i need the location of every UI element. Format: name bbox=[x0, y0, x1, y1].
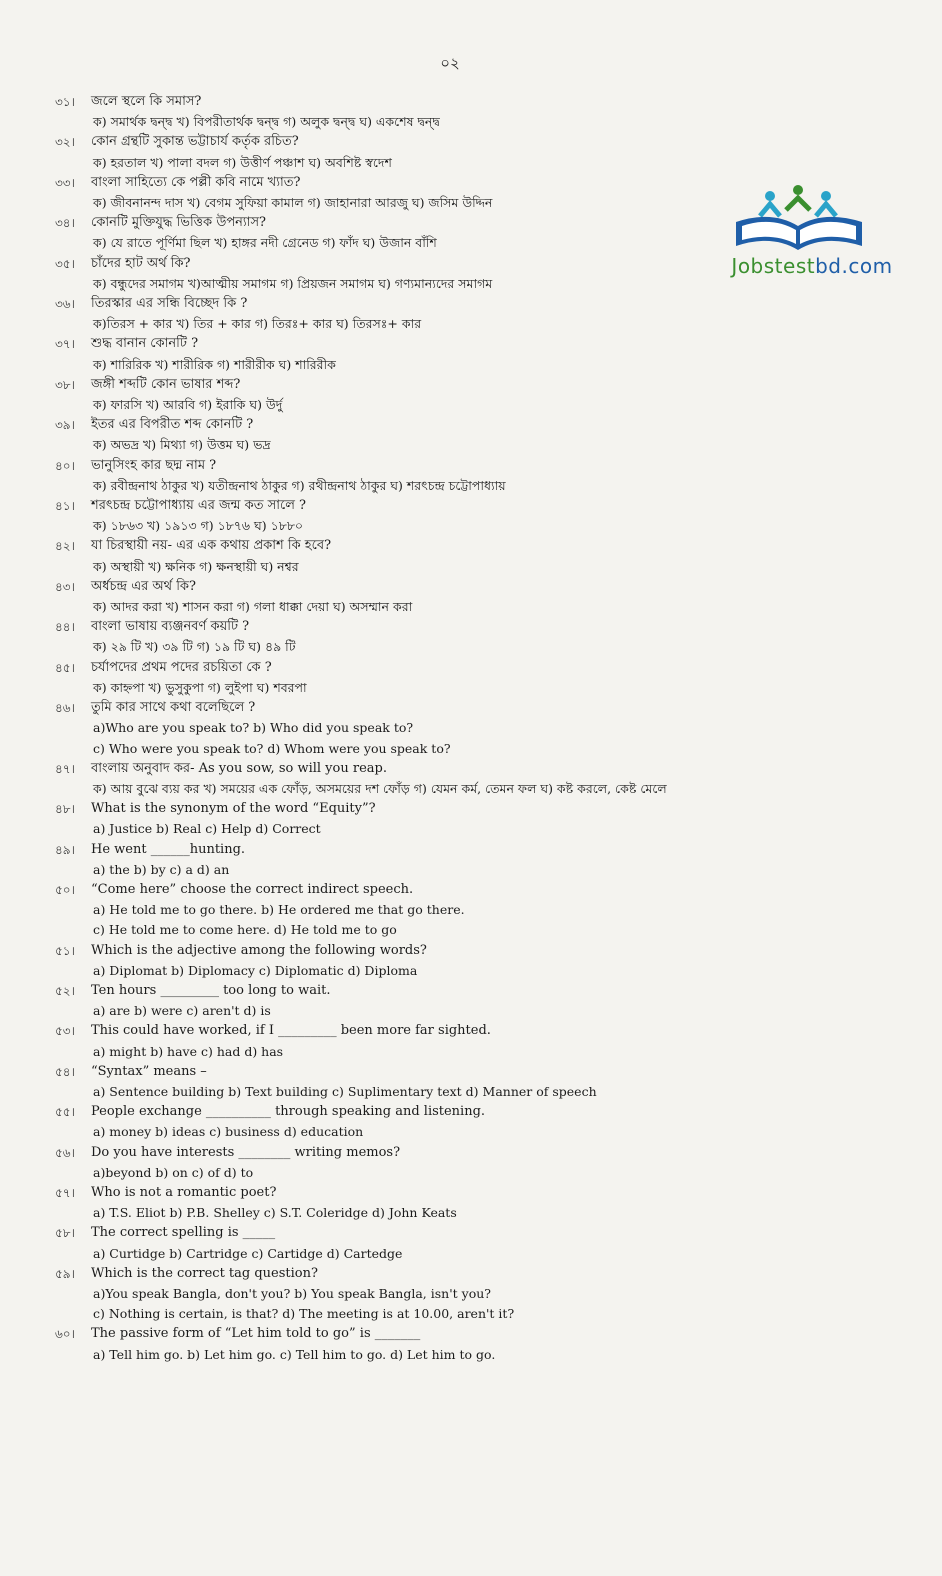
question-item bbox=[55, 1102, 795, 1142]
question-number: ৩৯। bbox=[55, 418, 75, 433]
watermark-text: Jobstestbd.com bbox=[731, 254, 893, 278]
question-text: Which is the correct tag question? bbox=[91, 1265, 318, 1281]
answer-options: a)beyond b) on c) of d) to bbox=[93, 1164, 254, 1180]
question-item bbox=[55, 294, 795, 334]
question-body bbox=[91, 1223, 795, 1263]
answer-options: ক) ২৯ টি খ) ৩৯ টি গ) ১৯ টি ঘ) ৪৯ টি bbox=[93, 639, 296, 655]
question-item bbox=[55, 254, 795, 294]
question-body bbox=[91, 132, 795, 172]
question-number: ৫১। bbox=[55, 943, 75, 958]
question-number: ৩৩। bbox=[55, 175, 75, 190]
question-text: অর্ধচন্দ্র এর অর্থ কি? bbox=[91, 578, 196, 594]
question-item bbox=[55, 1223, 795, 1263]
answer-options: ক) অস্থায়ী খ) ক্ষনিক গ) ক্ষনস্থায়ী ঘ) নশ্বর bbox=[93, 558, 299, 574]
question-body bbox=[91, 254, 795, 294]
question-number: ৫২। bbox=[55, 983, 75, 998]
question-number: ৫০। bbox=[55, 882, 75, 897]
answer-options: a) Curtidge b) Cartridge c) Cartidge d) Cartedge bbox=[93, 1245, 403, 1261]
question-text: The correct spelling is _____ bbox=[91, 1225, 276, 1241]
answer-options: ক) বন্ধুদের সমাগম খ)আত্মীয় সমাগম গ) প্রিয়জন সমাগম ঘ) গণ্যমান্যদের সমাগম bbox=[93, 275, 493, 291]
answer-options: a) might b) have c) had d) has bbox=[93, 1043, 284, 1059]
question-body bbox=[91, 1264, 795, 1325]
question-text: যা চিরস্থায়ী নয়- এর এক কথায় প্রকাশ কি হবে? bbox=[91, 538, 332, 554]
question-item bbox=[55, 375, 795, 415]
question-number: ৫৩। bbox=[55, 1024, 75, 1039]
question-text: চর্যাপদের প্রথম পদের রচয়িতা কে ? bbox=[91, 659, 272, 675]
question-item bbox=[55, 617, 795, 657]
question-body bbox=[91, 1183, 795, 1223]
question-body bbox=[91, 1062, 795, 1102]
answer-options: ক)তিরস + কার খ) তির + কার গ) তিরঃ+ কার ঘ) তিরসঃ+ কার bbox=[93, 316, 422, 332]
question-text: কোনটি মুক্তিযুদ্ধ ভিত্তিক উপন্যাস? bbox=[91, 215, 267, 231]
question-text: Which is the adjective among the following words? bbox=[91, 942, 427, 958]
answer-options: ক) শারিরিক খ) শারীরিক গ) শারীরীক ঘ) শারিরীক bbox=[93, 356, 336, 372]
question-item bbox=[55, 1324, 795, 1364]
question-item bbox=[55, 1143, 795, 1183]
question-body bbox=[91, 375, 795, 415]
question-text: What is the synonym of the word “Equity”? bbox=[91, 801, 376, 817]
answer-options: a) the b) by c) a d) an bbox=[93, 861, 230, 877]
question-list bbox=[55, 92, 795, 1365]
question-text: জলে স্থলে কি সমাস? bbox=[91, 94, 202, 109]
question-body bbox=[91, 840, 795, 880]
question-item bbox=[55, 536, 795, 576]
question-item bbox=[55, 840, 795, 880]
question-number: ৪৫। bbox=[55, 660, 75, 675]
question-text: ভানুসিংহ কার ছদ্ম নাম ? bbox=[91, 457, 217, 473]
question-text: বাংলা ভাষায় ব্যঞ্জনবর্ণ কয়টি ? bbox=[91, 619, 250, 635]
question-text: Who is not a romantic poet? bbox=[91, 1184, 277, 1200]
answer-options: c) Nothing is certain, is that? d) The meeting is at 10.00, aren't it? bbox=[93, 1306, 515, 1322]
question-body bbox=[91, 294, 795, 334]
question-text: He went ______hunting. bbox=[91, 841, 246, 857]
question-item bbox=[55, 456, 795, 496]
answer-options: a)You speak Bangla, don't you? b) You speak Bangla, isn't you? bbox=[93, 1285, 491, 1301]
question-number: ৪৩। bbox=[55, 579, 75, 594]
question-item bbox=[55, 132, 795, 172]
answer-options: a) Diplomat b) Diplomacy c) Diplomatic d) Diploma bbox=[93, 962, 418, 978]
question-text: কোন গ্রন্থটি সুকান্ত ভট্টাচার্য কর্তৃক রচিত? bbox=[91, 134, 299, 150]
answer-options: ক) হরতাল খ) পালা বদল গ) উত্তীর্ণ পঞ্চাশ ঘ) অবশিষ্ট স্বদেশ bbox=[93, 154, 392, 170]
question-number: ৩৬। bbox=[55, 297, 75, 312]
question-body bbox=[91, 981, 795, 1021]
question-number: ৪৬। bbox=[55, 701, 75, 716]
question-item bbox=[55, 334, 795, 374]
question-text: তুমি কার সাথে কথা বলেছিলে ? bbox=[91, 700, 256, 716]
question-number: ৪০। bbox=[55, 458, 75, 473]
question-body bbox=[91, 1324, 795, 1364]
question-body bbox=[91, 1021, 795, 1061]
answer-options: a) money b) ideas c) business d) education bbox=[93, 1124, 364, 1140]
question-body bbox=[91, 334, 795, 374]
question-number: ৩৭। bbox=[55, 337, 75, 352]
question-text: People exchange __________ through speaking and listening. bbox=[91, 1104, 486, 1120]
answer-options: ক) অভদ্র খ) মিথ্যা গ) উত্তম ঘ) ভদ্র bbox=[93, 437, 271, 453]
answer-options: a) Justice b) Real c) Help d) Correct bbox=[93, 821, 321, 837]
question-body bbox=[91, 941, 795, 981]
answer-options: c) He told me to come here. d) He told me to go bbox=[93, 922, 397, 938]
question-number: ৫৪। bbox=[55, 1064, 75, 1079]
answer-options: a) T.S. Eliot b) P.B. Shelley c) S.T. Coleridge d) John Keats bbox=[93, 1205, 457, 1221]
question-number: ৫৮। bbox=[55, 1226, 75, 1241]
question-number: ৬০। bbox=[55, 1327, 75, 1342]
question-item bbox=[55, 577, 795, 617]
question-item bbox=[55, 981, 795, 1021]
answer-options: ক) আয় বুঝে ব্যয় কর খ) সময়ের এক ফোঁড়, অসময়ের দশ ফোঁড় গ) যেমন কর্ম, তেমন ফল ঘ) কষ্ট করলে, কেষ্ট মেলে bbox=[93, 780, 667, 796]
question-body bbox=[91, 658, 795, 698]
question-item bbox=[55, 92, 795, 132]
question-number: ৪৭। bbox=[55, 761, 75, 776]
answer-options: ক) রবীন্দ্রনাথ ঠাকুর খ) যতীন্দ্রনাথ ঠাকুর গ) রথীন্দ্রনাথ ঠাকুর ঘ) শরৎচন্দ্র চট্টোপাধ্যায় bbox=[93, 477, 506, 493]
question-item bbox=[55, 213, 795, 253]
question-body bbox=[91, 92, 795, 132]
question-number: ৪২। bbox=[55, 539, 75, 554]
answer-options: ক) ফারসি খ) আরবি গ) ইরাকি ঘ) উর্দু bbox=[93, 397, 283, 413]
question-number: ৩৪। bbox=[55, 216, 75, 231]
question-item bbox=[55, 941, 795, 981]
question-body bbox=[91, 617, 795, 657]
question-item bbox=[55, 496, 795, 536]
question-body bbox=[91, 496, 795, 536]
question-body bbox=[91, 799, 795, 839]
question-body bbox=[91, 213, 795, 253]
answer-options: ক) যে রাতে পূর্ণিমা ছিল খ) হাঙ্গর নদী গ্রেনেড গ) ফাঁদ ঘ) উজান বাঁশি bbox=[93, 235, 437, 251]
answer-options: a) Sentence building b) Text building c) Suplimentary text d) Manner of speech bbox=[93, 1083, 597, 1099]
question-item bbox=[55, 698, 795, 759]
question-text: This could have worked, if I _________ been more far sighted. bbox=[91, 1023, 491, 1039]
answer-options: ক) আদর করা খ) শাসন করা গ) গলা ধাক্কা দেয়া ঘ) অসম্মান করা bbox=[93, 599, 413, 615]
question-number: ৫৫। bbox=[55, 1105, 75, 1120]
question-number: ৫৭। bbox=[55, 1185, 75, 1200]
question-text: শরৎচন্দ্র চট্টোপাধ্যায় এর জন্ম কত সালে ? bbox=[91, 498, 306, 514]
question-text: ইতর এর বিপরীত শব্দ কোনটি ? bbox=[91, 417, 254, 433]
answer-options: a) He told me to go there. b) He ordered me that go there. bbox=[93, 902, 465, 918]
question-number: ৫৬। bbox=[55, 1145, 75, 1160]
question-number: ৩৮। bbox=[55, 377, 75, 392]
question-item bbox=[55, 658, 795, 698]
question-text: তিরস্কার এর সন্ধি বিচ্ছেদ কি ? bbox=[91, 296, 248, 312]
question-number: ৪৯। bbox=[55, 842, 75, 857]
question-body bbox=[91, 577, 795, 617]
question-item bbox=[55, 1062, 795, 1102]
question-text: বাংলায় অনুবাদ কর- As you sow, so will you reap. bbox=[91, 760, 387, 776]
question-item bbox=[55, 1183, 795, 1223]
question-body bbox=[91, 173, 795, 213]
question-body bbox=[91, 759, 795, 799]
question-text: “Syntax” means – bbox=[91, 1063, 207, 1079]
question-item bbox=[55, 173, 795, 213]
answer-options: ক) সমার্থক দ্বন্দ্ব খ) বিপরীতার্থক দ্বন্দ্ব গ) অলুক দ্বন্দ্ব ঘ) একশেষ দ্বন্দ্ব bbox=[93, 114, 440, 130]
question-text: জঙ্গী শব্দটি কোন ভাষার শব্দ? bbox=[91, 376, 241, 392]
answer-options: ক) জীবনানন্দ দাস খ) বেগম সুফিয়া কামাল গ) জাহানারা আরজু ঘ) জসিম উদ্দিন bbox=[93, 195, 493, 211]
answer-options: a) Tell him go. b) Let him go. c) Tell him to go. d) Let him to go. bbox=[93, 1346, 496, 1362]
answer-options: ক) ১৮৬৩ খ) ১৯১৩ গ) ১৮৭৬ ঘ) ১৮৮০ bbox=[93, 518, 304, 534]
answer-options: ক) কাহ্নপা খ) ভুসুকুপা গ) লুইপা ঘ) শবরপা bbox=[93, 679, 307, 695]
question-item bbox=[55, 759, 795, 799]
question-text: “Come here” choose the correct indirect speech. bbox=[91, 881, 414, 897]
question-number: ৩৫। bbox=[55, 256, 75, 271]
question-text: বাংলা সাহিত্যে কে পল্লী কবি নামে খ্যাত? bbox=[91, 174, 301, 190]
question-number: ৪৮। bbox=[55, 802, 75, 817]
question-body bbox=[91, 456, 795, 496]
answer-options: a)Who are you speak to? b) Who did you speak to? bbox=[93, 720, 414, 736]
question-number: ৩২। bbox=[55, 135, 75, 150]
answer-options: c) Who were you speak to? d) Whom were you speak to? bbox=[93, 740, 451, 756]
question-item bbox=[55, 880, 795, 941]
question-text: শুদ্ধ বানান কোনটি ? bbox=[91, 336, 199, 352]
question-number: ৫৯। bbox=[55, 1266, 75, 1281]
question-number: ৪১। bbox=[55, 499, 75, 514]
question-number: ৩১। bbox=[55, 95, 75, 109]
answer-options: a) are b) were c) aren't d) is bbox=[93, 1003, 271, 1019]
question-text: চাঁদের হাট অর্থ কি? bbox=[91, 255, 191, 271]
question-body bbox=[91, 880, 795, 941]
question-body bbox=[91, 698, 795, 759]
question-text: Do you have interests ________ writing memos? bbox=[91, 1144, 401, 1160]
question-text: Ten hours _________ too long to wait. bbox=[91, 982, 331, 998]
question-number: ৪৪। bbox=[55, 620, 75, 635]
question-text: The passive form of “Let him told to go” is _______ bbox=[91, 1326, 421, 1342]
question-body bbox=[91, 536, 795, 576]
question-item bbox=[55, 1264, 795, 1325]
question-item bbox=[55, 799, 795, 839]
question-item bbox=[55, 415, 795, 455]
question-item bbox=[55, 1021, 795, 1061]
question-body bbox=[91, 1102, 795, 1142]
question-body bbox=[91, 415, 795, 455]
question-body bbox=[91, 1143, 795, 1183]
page-number: ০২ bbox=[440, 54, 460, 72]
